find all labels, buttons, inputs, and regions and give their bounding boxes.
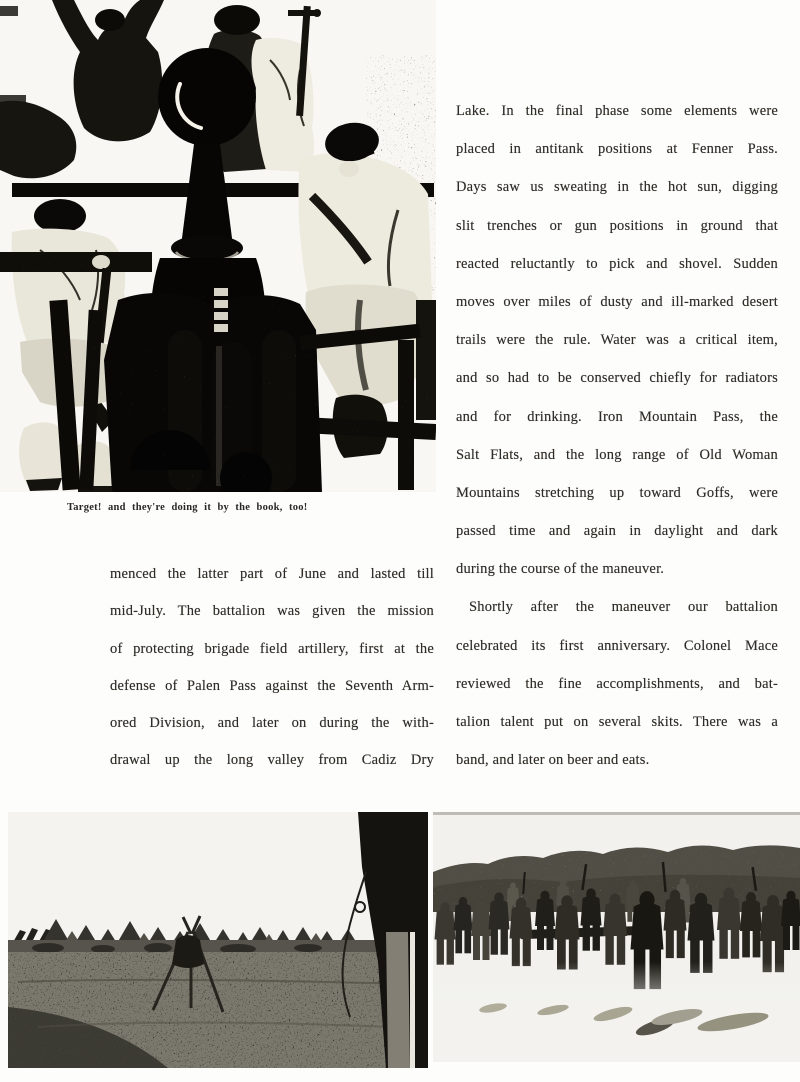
text-line: Days saw us sweating in the hot sun, digging [456, 179, 778, 196]
text-line: defense of Palen Pass against the Seventh Arm- [110, 677, 434, 694]
troop-assembly-photo [433, 812, 800, 1062]
antiaircraft-gun-illustration [0, 0, 436, 492]
text-line: band, and later on beer and eats. [456, 752, 650, 769]
text-line: talion talent put on several skits. There was a [456, 714, 778, 730]
text-line: drawal up the long valley from Cadiz Dry [110, 752, 434, 769]
right-text-column [456, 92, 778, 779]
text-line: slit trenches or gun positions in ground that [456, 217, 778, 234]
text-line: reacted reluctantly to pick and shovel. Sudden [456, 255, 778, 272]
text-line: placed in antitank positions at Fenner Pass. [456, 141, 778, 158]
text-line: moves over miles of dusty and ill-marked desert [456, 293, 778, 310]
text-line: ored Division, and later on during the with- [110, 715, 434, 732]
tent-camp-photo [8, 812, 428, 1068]
text-line: trails were the rule. Water was a critical item, [456, 332, 778, 349]
troop-assembly-illustration [433, 812, 800, 1062]
text-line: Salt Flats, and the long range of Old Woman [456, 446, 778, 463]
text-line: of protecting brigade field artillery, first at the [110, 640, 434, 657]
text-line: Shortly after the maneuver our battalion [469, 599, 778, 616]
text-line: Mountains stretching up toward Goffs, were [456, 484, 778, 501]
text-line: and for drinking. Iron Mountain Pass, the [456, 408, 778, 425]
photo-caption: Target! and they're doing it by the book, too! [67, 502, 308, 513]
text-line: reviewed the fine accomplishments, and bat- [456, 675, 778, 692]
text-line: Lake. In the final phase some elements were [456, 103, 778, 119]
text-line: and so had to be conserved chiefly for radiators [456, 370, 778, 387]
paragraph-anniversary [456, 588, 778, 779]
antiaircraft-gun-photo [0, 0, 436, 492]
text-line: menced the latter part of June and lasted till [110, 566, 434, 582]
text-line: celebrated its first anniversary. Colonel Mace [456, 637, 778, 654]
left-text-column [110, 556, 434, 780]
tent-camp-illustration [8, 812, 428, 1068]
text-line: during the course of the maneuver. [456, 561, 665, 578]
text-line: mid-July. The battalion was given the mission [110, 603, 434, 620]
text-line: passed time and again in daylight and dark [456, 523, 778, 540]
paragraph-maneuver [456, 92, 778, 588]
